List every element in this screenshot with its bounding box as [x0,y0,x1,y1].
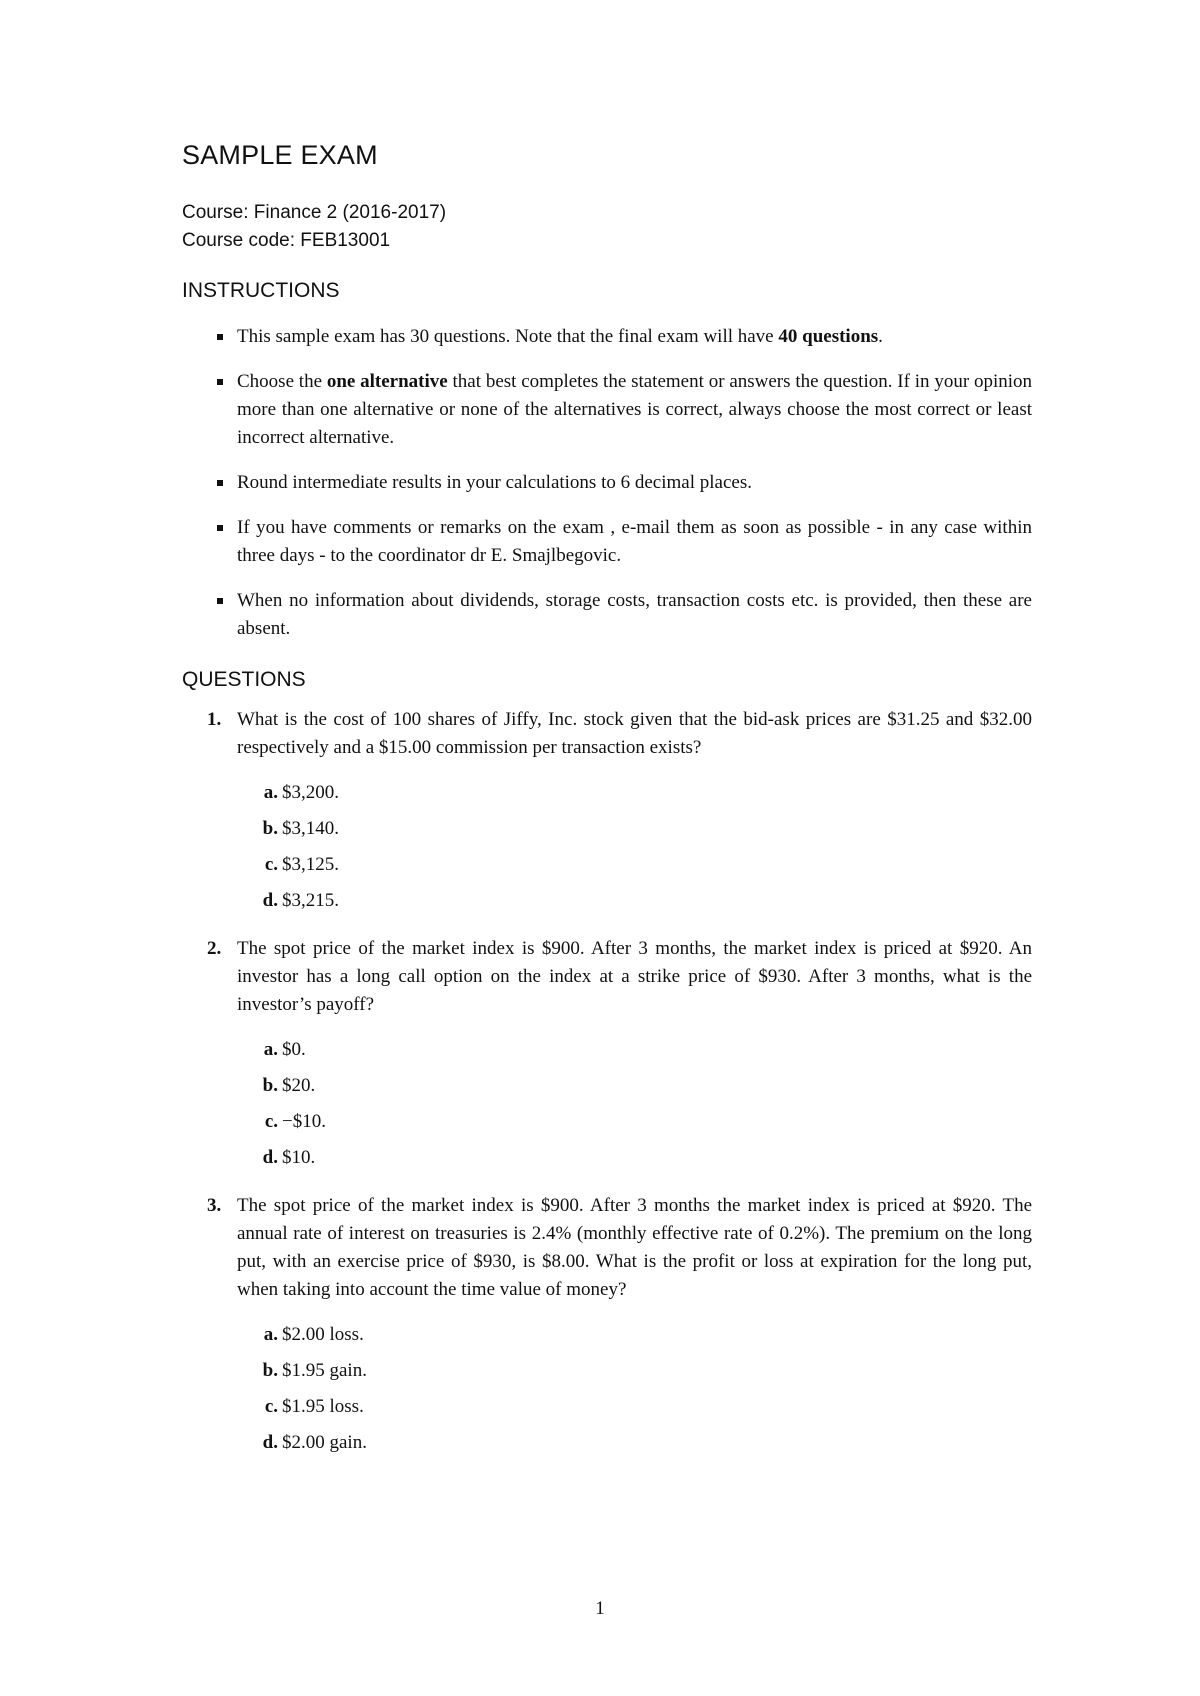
page-number: 1 [595,1598,605,1619]
option-text: $1.95 loss. [282,1396,364,1417]
option-letter: b. [262,818,278,839]
questions-heading: QUESTIONS [182,668,306,691]
option-text: $1.95 gain. [282,1360,367,1381]
option-text: $3,200. [282,782,339,803]
instruction-text: If you have comments or remarks on the exam , e-mail them as soon as possible - in any case within three days - to the coordinator dr E. Smajlbegovic. [237,517,1032,566]
question-text: The spot price of the market index is $900. After 3 months the market index is priced at $920. The annual rate of interest on treasuries is 2.4% (monthly effective rate of 0.2%). The premium on the long put, with an exercise price of $930, is $8.00. What is the profit or loss at expiration for the long put, when taking into account the time value of money? [237,1195,1032,1300]
option-letter: c. [264,1396,278,1417]
course-code: Course code: FEB13001 [182,230,391,251]
question-number: 3. [207,1195,222,1216]
bullet-icon [217,334,223,340]
question-number: 1. [207,709,222,730]
instruction-item [182,469,1032,497]
bullet-icon [217,480,223,486]
option-a [237,1321,1032,1349]
option-c [237,851,1032,879]
instruction-text: Round intermediate results in your calculations to 6 decimal places. [237,472,752,493]
question-2 [182,935,1032,1172]
option-d [237,1429,1032,1457]
option-text: $3,140. [282,818,339,839]
instruction-item [182,368,1032,452]
option-text: $3,215. [282,890,339,911]
option-letter: a. [263,1324,278,1345]
option-d [237,1144,1032,1172]
option-a [237,1036,1032,1064]
option-letter: c. [264,854,278,875]
option-letter: b. [262,1075,278,1096]
option-text: −$10. [282,1111,326,1132]
option-letter: d. [262,1147,278,1168]
option-letter: d. [262,890,278,911]
option-d [237,887,1032,915]
instruction-emphasis: one alternative [326,371,448,392]
answer-options [237,1036,1032,1172]
answer-options [237,779,1032,915]
option-text: $3,125. [282,854,339,875]
option-b [237,1072,1032,1100]
instruction-text: This sample exam has 30 questions. Note that the final exam will have [237,326,779,347]
bullet-icon [217,525,223,531]
option-c [237,1108,1032,1136]
option-text: $2.00 gain. [282,1432,367,1453]
option-letter: c. [264,1111,278,1132]
bullet-icon [217,379,223,385]
option-text: $0. [282,1039,306,1060]
question-text: The spot price of the market index is $900. After 3 months, the market index is priced at $920. An investor has a long call option on the index at a strike price of $930. After 3 months, what is the investor’s payoff? [237,938,1032,1015]
instruction-item [182,323,1032,351]
option-letter: d. [262,1432,278,1453]
question-3 [182,1192,1032,1457]
option-text: $2.00 loss. [282,1324,364,1345]
option-text: $10. [282,1147,316,1168]
instruction-text: that best completes the statement or answers the question. If in your opinion more than one alternative or none of the alternatives is correct, always choose the most correct or least incorrect alternative. [237,371,1033,448]
option-b [237,815,1032,843]
option-a [237,779,1032,807]
instruction-item [182,514,1032,570]
option-b [237,1357,1032,1385]
instruction-emphasis: 40 questions [778,326,879,347]
instructions-heading: INSTRUCTIONS [182,279,340,302]
option-letter: a. [263,782,278,803]
instruction-text: When no information about dividends, storage costs, transaction costs etc. is provided, then these are absent. [237,590,1032,639]
page-content [182,140,1032,1465]
instruction-text: . [878,326,883,347]
instruction-text: Choose the [237,371,327,392]
instruction-item [182,587,1032,643]
question-number: 2. [207,938,222,959]
bullet-icon [217,598,223,604]
option-text: $20. [282,1075,316,1096]
course-name: Course: Finance 2 (2016-2017) [182,202,447,223]
page-title: SAMPLE EXAM [182,140,378,170]
question-1 [182,706,1032,915]
instructions-list [182,323,1032,643]
question-text: What is the cost of 100 shares of Jiffy, Inc. stock given that the bid-ask prices are $31.25 and $32.00 respectively and a $15.00 commission per transaction exists? [237,709,1032,758]
option-c [237,1393,1032,1421]
answer-options [237,1321,1032,1457]
option-letter: b. [262,1360,278,1381]
option-letter: a. [263,1039,278,1060]
